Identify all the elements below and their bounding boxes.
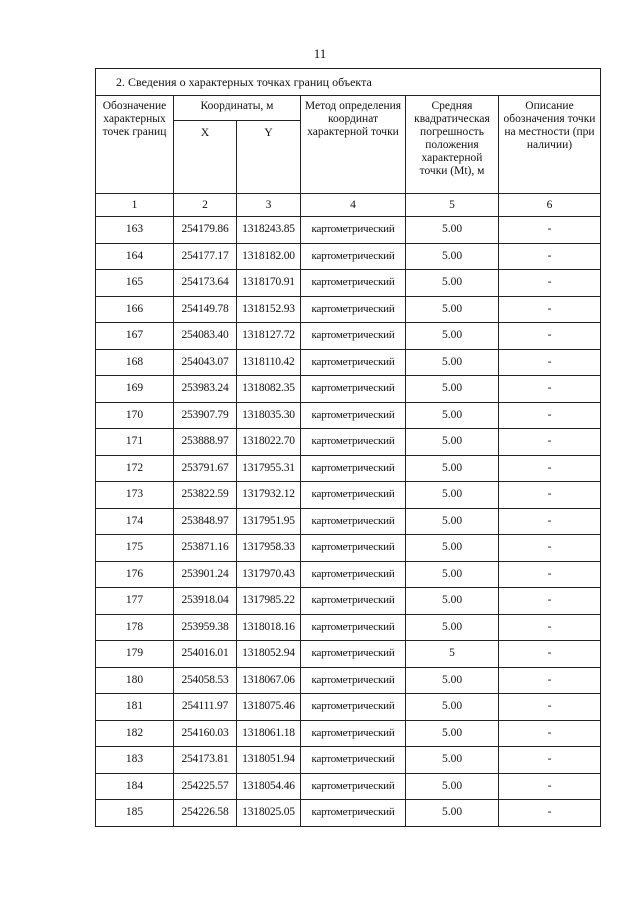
- page-number: 11: [313, 46, 327, 61]
- accuracy: 5.00: [406, 773, 499, 800]
- description: -: [499, 588, 601, 615]
- accuracy: 5.00: [406, 270, 499, 297]
- coordinate-y: 1318110.42: [237, 349, 301, 376]
- accuracy: 5.00: [406, 614, 499, 641]
- description: -: [499, 561, 601, 588]
- table-row: [96, 641, 601, 668]
- method: картометрический: [301, 614, 406, 641]
- coordinate-y: 1318018.16: [237, 614, 301, 641]
- coordinate-y: 1318067.06: [237, 667, 301, 694]
- coordinate-x: 254016.01: [174, 641, 237, 668]
- point-number: 171: [96, 429, 174, 456]
- description: -: [499, 694, 601, 721]
- header-x: X: [174, 121, 237, 194]
- coordinate-y: 1318127.72: [237, 323, 301, 350]
- description: -: [499, 349, 601, 376]
- column-number: 6: [499, 194, 601, 217]
- description: -: [499, 270, 601, 297]
- coordinate-y: 1317932.12: [237, 482, 301, 509]
- header-point-designation: Обозначение характерных точек границ: [96, 96, 174, 194]
- description: -: [499, 376, 601, 403]
- coordinate-x: 253983.24: [174, 376, 237, 403]
- coordinate-x: 254173.81: [174, 747, 237, 774]
- column-number: 4: [301, 194, 406, 217]
- header-method: Метод определения координат характерной точки: [301, 96, 406, 194]
- table-row: [96, 429, 601, 456]
- method: картометрический: [301, 773, 406, 800]
- table-row: [96, 349, 601, 376]
- accuracy: 5.00: [406, 455, 499, 482]
- coordinate-y: 1318243.85: [237, 217, 301, 244]
- coordinate-x: 253901.24: [174, 561, 237, 588]
- header-accuracy: Средняя квадратическая погрешность положения характерной точки (Mt), м: [406, 96, 499, 194]
- coordinate-x: 254083.40: [174, 323, 237, 350]
- description: -: [499, 482, 601, 509]
- coordinate-x: 254226.58: [174, 800, 237, 827]
- accuracy: 5.00: [406, 376, 499, 403]
- point-number: 185: [96, 800, 174, 827]
- coordinate-x: 254177.17: [174, 243, 237, 270]
- accuracy: 5.00: [406, 508, 499, 535]
- accuracy: 5.00: [406, 720, 499, 747]
- column-number: 1: [96, 194, 174, 217]
- description: -: [499, 217, 601, 244]
- point-number: 180: [96, 667, 174, 694]
- description: -: [499, 508, 601, 535]
- coordinate-y: 1317970.43: [237, 561, 301, 588]
- table-row: [96, 588, 601, 615]
- accuracy: 5.00: [406, 747, 499, 774]
- column-numbers-row: [96, 194, 601, 217]
- method: картометрический: [301, 455, 406, 482]
- table-row: [96, 243, 601, 270]
- table-row: [96, 614, 601, 641]
- point-number: 178: [96, 614, 174, 641]
- point-number: 163: [96, 217, 174, 244]
- section-title: 2. Сведения о характерных точках границ объекта: [96, 69, 601, 96]
- coordinate-y: 1318075.46: [237, 694, 301, 721]
- point-number: 168: [96, 349, 174, 376]
- coordinate-y: 1318061.18: [237, 720, 301, 747]
- table-row: [96, 376, 601, 403]
- accuracy: 5.00: [406, 667, 499, 694]
- method: картометрический: [301, 800, 406, 827]
- coordinate-y: 1318082.35: [237, 376, 301, 403]
- coordinate-y: 1318035.30: [237, 402, 301, 429]
- method: картометрический: [301, 535, 406, 562]
- description: -: [499, 800, 601, 827]
- method: картометрический: [301, 296, 406, 323]
- coordinate-y: 1318022.70: [237, 429, 301, 456]
- coordinate-y: 1317951.95: [237, 508, 301, 535]
- column-number: 3: [237, 194, 301, 217]
- accuracy: 5.00: [406, 535, 499, 562]
- coordinate-x: 253959.38: [174, 614, 237, 641]
- point-number: 164: [96, 243, 174, 270]
- method: картометрический: [301, 588, 406, 615]
- accuracy: 5.00: [406, 349, 499, 376]
- method: картометрический: [301, 667, 406, 694]
- header-y: Y: [237, 121, 301, 194]
- accuracy: 5.00: [406, 800, 499, 827]
- accuracy: 5.00: [406, 429, 499, 456]
- method: картометрический: [301, 349, 406, 376]
- point-number: 181: [96, 694, 174, 721]
- point-number: 165: [96, 270, 174, 297]
- description: -: [499, 614, 601, 641]
- coordinate-y: 1317958.33: [237, 535, 301, 562]
- method: картометрический: [301, 243, 406, 270]
- coordinate-x: 254149.78: [174, 296, 237, 323]
- coordinate-x: 253871.16: [174, 535, 237, 562]
- coordinate-x: 253791.67: [174, 455, 237, 482]
- description: -: [499, 296, 601, 323]
- table-row: [96, 667, 601, 694]
- method: картометрический: [301, 694, 406, 721]
- method: картометрический: [301, 217, 406, 244]
- coordinate-x: 254179.86: [174, 217, 237, 244]
- boundary-points-table: [95, 68, 601, 827]
- accuracy: 5.00: [406, 588, 499, 615]
- description: -: [499, 773, 601, 800]
- point-number: 174: [96, 508, 174, 535]
- coordinate-x: 253907.79: [174, 402, 237, 429]
- method: картометрический: [301, 720, 406, 747]
- coordinate-y: 1318052.94: [237, 641, 301, 668]
- accuracy: 5.00: [406, 323, 499, 350]
- table-row: [96, 720, 601, 747]
- coordinate-x: 253888.97: [174, 429, 237, 456]
- coordinate-x: 254111.97: [174, 694, 237, 721]
- accuracy: 5.00: [406, 402, 499, 429]
- table-row: [96, 535, 601, 562]
- point-number: 184: [96, 773, 174, 800]
- coordinate-x: 254225.57: [174, 773, 237, 800]
- description: -: [499, 667, 601, 694]
- coordinate-x: 253918.04: [174, 588, 237, 615]
- point-number: 179: [96, 641, 174, 668]
- point-number: 170: [96, 402, 174, 429]
- point-number: 167: [96, 323, 174, 350]
- table-row: [96, 270, 601, 297]
- description: -: [499, 429, 601, 456]
- coordinate-y: 1317955.31: [237, 455, 301, 482]
- description: -: [499, 535, 601, 562]
- coordinate-y: 1318054.46: [237, 773, 301, 800]
- method: картометрический: [301, 561, 406, 588]
- description: -: [499, 641, 601, 668]
- coordinate-x: 254173.64: [174, 270, 237, 297]
- point-number: 182: [96, 720, 174, 747]
- method: картометрический: [301, 747, 406, 774]
- coordinate-y: 1318152.93: [237, 296, 301, 323]
- table-row: [96, 296, 601, 323]
- table-row: [96, 773, 601, 800]
- point-number: 169: [96, 376, 174, 403]
- method: картометрический: [301, 270, 406, 297]
- accuracy: 5.00: [406, 296, 499, 323]
- accuracy: 5.00: [406, 694, 499, 721]
- point-number: 176: [96, 561, 174, 588]
- description: -: [499, 455, 601, 482]
- point-number: 177: [96, 588, 174, 615]
- method: картометрический: [301, 402, 406, 429]
- description: -: [499, 747, 601, 774]
- point-number: 183: [96, 747, 174, 774]
- coordinate-x: 254043.07: [174, 349, 237, 376]
- method: картометрический: [301, 323, 406, 350]
- accuracy: 5.00: [406, 561, 499, 588]
- table-row: [96, 402, 601, 429]
- accuracy: 5.00: [406, 217, 499, 244]
- header-description: Описание обозначения точки на местности (при наличии): [499, 96, 601, 194]
- table-row: [96, 482, 601, 509]
- method: картометрический: [301, 482, 406, 509]
- coordinate-x: 254160.03: [174, 720, 237, 747]
- accuracy: 5.00: [406, 243, 499, 270]
- method: картометрический: [301, 429, 406, 456]
- method: картометрический: [301, 376, 406, 403]
- point-number: 172: [96, 455, 174, 482]
- description: -: [499, 720, 601, 747]
- accuracy: 5: [406, 641, 499, 668]
- table-row: [96, 561, 601, 588]
- table-row: [96, 455, 601, 482]
- table-row: [96, 747, 601, 774]
- table-row: [96, 508, 601, 535]
- coordinate-y: 1318025.05: [237, 800, 301, 827]
- column-number: 2: [174, 194, 237, 217]
- table-row: [96, 323, 601, 350]
- point-number: 175: [96, 535, 174, 562]
- accuracy: 5.00: [406, 482, 499, 509]
- coordinate-y: 1317985.22: [237, 588, 301, 615]
- coordinate-x: 254058.53: [174, 667, 237, 694]
- description: -: [499, 243, 601, 270]
- description: -: [499, 402, 601, 429]
- column-number: 5: [406, 194, 499, 217]
- coordinate-y: 1318182.00: [237, 243, 301, 270]
- method: картометрический: [301, 641, 406, 668]
- coordinate-y: 1318051.94: [237, 747, 301, 774]
- method: картометрический: [301, 508, 406, 535]
- coordinate-x: 253822.59: [174, 482, 237, 509]
- coordinate-x: 253848.97: [174, 508, 237, 535]
- point-number: 166: [96, 296, 174, 323]
- description: -: [499, 323, 601, 350]
- table-row: [96, 800, 601, 827]
- coordinate-y: 1318170.91: [237, 270, 301, 297]
- header-coordinates: Координаты, м: [174, 96, 301, 121]
- table-row: [96, 217, 601, 244]
- table-row: [96, 694, 601, 721]
- point-number: 173: [96, 482, 174, 509]
